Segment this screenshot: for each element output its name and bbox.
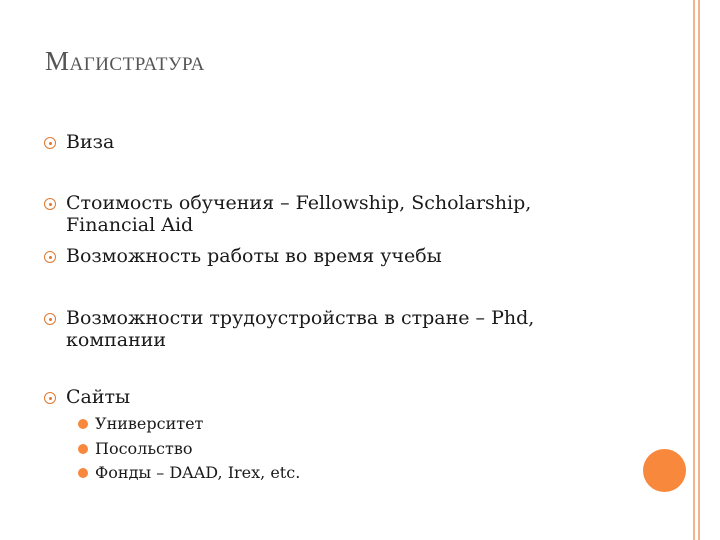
item-sites bbox=[66, 386, 130, 408]
frame-line-left bbox=[693, 0, 695, 540]
item-tuition-line1: Стоимость обучения – Fellowship, Scholarship, bbox=[66, 192, 532, 214]
item-tuition bbox=[66, 192, 531, 236]
item-visa bbox=[66, 131, 114, 153]
subitem-university: Университет bbox=[95, 414, 204, 433]
slide-title: Магистратура bbox=[45, 46, 205, 76]
item-employment bbox=[66, 307, 534, 351]
item-employment-line1: Возможности трудоустройства в стране – Phd, bbox=[66, 307, 535, 329]
bullet-icon bbox=[44, 392, 56, 404]
subitem-embassy: Посольство bbox=[95, 439, 193, 458]
sub-bullet-icon bbox=[78, 444, 88, 454]
decorative-circle bbox=[643, 449, 686, 492]
sub-bullet-icon bbox=[78, 468, 88, 478]
bullet-icon bbox=[44, 313, 56, 325]
item-visa-text: Виза bbox=[66, 131, 115, 153]
bullet-icon bbox=[44, 251, 56, 263]
bullet-icon bbox=[44, 137, 56, 149]
item-work-study bbox=[66, 245, 442, 267]
sub-bullet-icon bbox=[78, 419, 88, 429]
item-employment-line2: компании bbox=[66, 329, 167, 351]
item-sites-text: Сайты bbox=[66, 386, 131, 408]
frame-line-right bbox=[698, 0, 700, 540]
subitem-funds: Фонды – DAAD, Irex, etc. bbox=[95, 463, 301, 482]
bullet-icon bbox=[44, 198, 56, 210]
item-tuition-line2: Financial Aid bbox=[66, 214, 194, 236]
item-work-study-text: Возможность работы во время учебы bbox=[66, 245, 442, 267]
